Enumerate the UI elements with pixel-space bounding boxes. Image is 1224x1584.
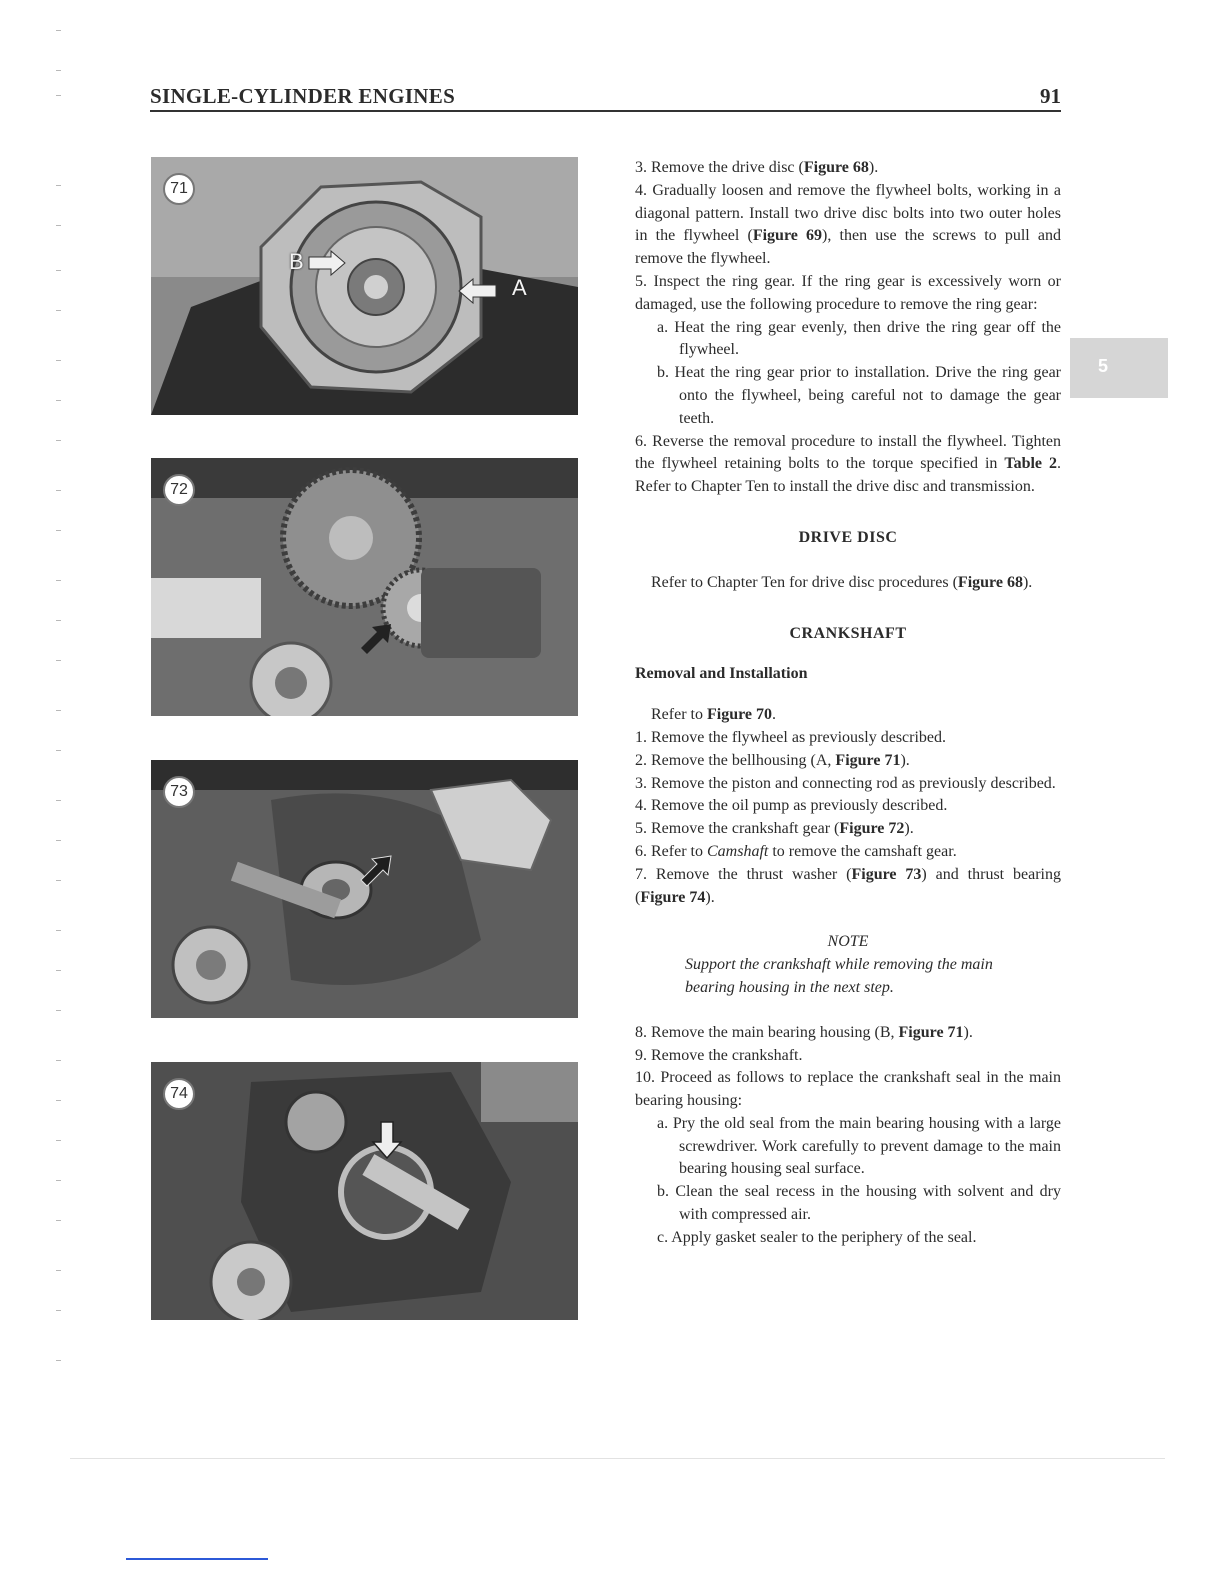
callout-label-b: B [289,249,304,274]
step-paragraph: 6. Reverse the removal procedure to install the flywheel. Tighten the flywheel retaining bolts to the torque specified in Table 2. Refer to Chapter Ten to install the drive disc and transmission. [635,432,1061,496]
removal-installation-subheading: Removal and Installation [635,665,808,683]
section-title: SINGLE-CYLINDER ENGINES [150,84,456,108]
figure-72-photo [151,458,578,716]
note-title: NOTE [827,933,869,951]
figure-number-badge: 74 [163,1078,195,1110]
page-number: 91 [1040,84,1061,108]
substep-paragraph: a. Heat the ring gear evenly, then drive the ring gear off the flywheel. [657,318,1061,359]
step-paragraph: 6. Refer to Camshaft to remove the camshaft gear. [635,842,957,860]
step-paragraph: 10. Proceed as follows to replace the crankshaft seal in the main bearing housing: [635,1069,1061,1110]
drive-disc-paragraph: Refer to Chapter Ten for drive disc procedures (Figure 68). [651,573,1033,591]
step-paragraph: 5. Remove the crankshaft gear (Figure 72). [635,820,914,838]
drive-disc-heading: DRIVE DISC [798,528,898,546]
figure-71-photo [151,157,578,415]
scan-artifact-line [126,1558,268,1560]
footer-rule [70,1458,1165,1459]
figure-number-badge: 71 [163,173,195,205]
chapter-tab [1070,338,1168,398]
substep-paragraph: c. Apply gasket sealer to the periphery of the seal. [657,1228,977,1246]
crankshaft-intro: Refer to Figure 70. [651,706,777,724]
step-paragraph: 1. Remove the flywheel as previously described. [635,728,947,746]
step-paragraph: 2. Remove the bellhousing (A, Figure 71). [635,751,910,769]
figure-number-badge: 72 [163,474,195,506]
note-body: Support the crankshaft while removing the main bearing housing in the next step. [685,956,993,996]
substep-paragraph: b. Clean the seal recess in the housing with solvent and dry with compressed air. [657,1183,1061,1224]
chapter-tab-number: 5 [1098,356,1109,376]
right-column-text [635,157,1061,1250]
step-paragraph: 4. Gradually loosen and remove the flywheel bolts, working in a diagonal pattern. Install two drive disc bolts into two outer holes in the flywheel (Figure 69), then use the screws to pull and remove the flywheel. [635,181,1062,268]
substep-paragraph: b. Heat the ring gear prior to installation. Drive the ring gear onto the flywheel, being careful not to damage the gear teeth. [657,364,1061,427]
figure-73-photo [151,760,578,1018]
step-paragraph: 9. Remove the crankshaft. [635,1046,803,1064]
step-paragraph: 7. Remove the thrust washer (Figure 73) and thrust bearing (Figure 74). [635,865,1061,906]
step-paragraph: 5. Inspect the ring gear. If the ring gear is excessively worn or damaged, use the following procedure to remove the ring gear: [635,272,1062,313]
figure-74-photo [151,1062,578,1320]
callout-label-a: A [512,275,527,300]
step-paragraph: 8. Remove the main bearing housing (B, Figure 71). [635,1023,973,1041]
step-paragraph: 3. Remove the drive disc (Figure 68). [635,159,879,176]
scan-edge-marks [56,20,66,1420]
running-header [150,84,1061,112]
step-paragraph: 3. Remove the piston and connecting rod as previously described. [635,774,1056,792]
substep-paragraph: a. Pry the old seal from the main bearing housing with a large screwdriver. Work carefully to prevent damage to the main bearing housing seal surface. [657,1114,1062,1178]
crankshaft-heading: CRANKSHAFT [789,624,907,642]
step-paragraph: 4. Remove the oil pump as previously described. [635,797,948,815]
figure-number-badge: 73 [163,776,195,808]
